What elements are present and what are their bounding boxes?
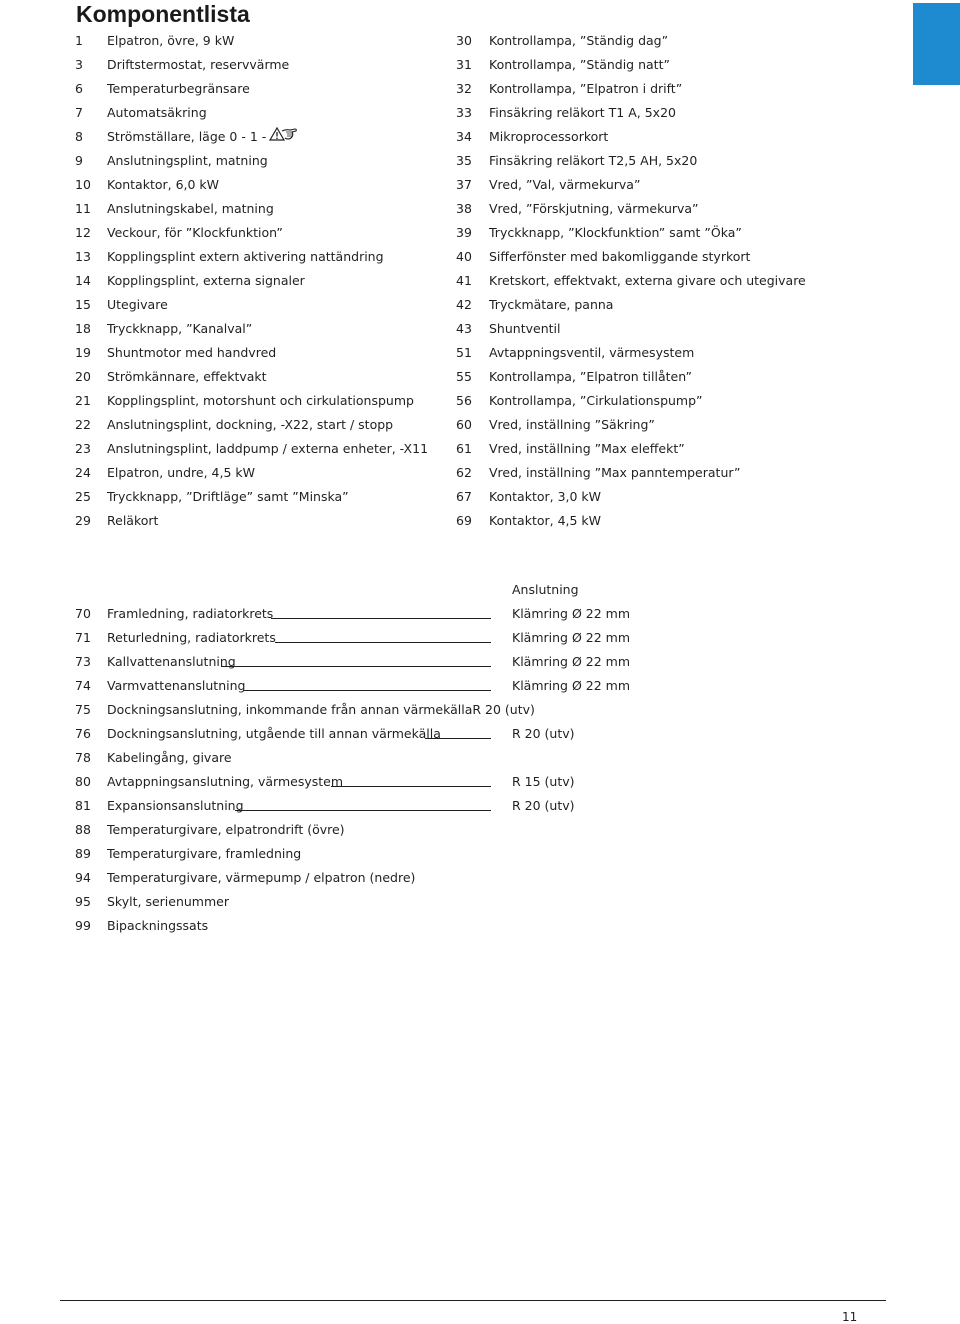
item-label <box>489 101 676 125</box>
item-label-text: Finsäkring reläkort T1 A, 5x20 <box>489 105 676 120</box>
warning-hand-icon <box>268 126 298 150</box>
item-label-text: Shuntventil <box>489 321 561 336</box>
item-number: 21 <box>75 393 91 408</box>
item-label-text: Anslutningsplint, laddpump / externa enheter, -X11 <box>107 441 429 456</box>
item-number: 40 <box>456 249 472 264</box>
item-number: 99 <box>75 918 91 933</box>
item-label-text: Kretskort, effektvakt, externa givare och utegivare <box>489 273 806 288</box>
connection-row <box>75 842 875 866</box>
item-label <box>107 125 298 150</box>
item-number: 73 <box>75 654 91 669</box>
item-label: Dockningsanslutning, utgående till annan värmekälla <box>107 726 441 741</box>
item-label-text: Vred, ”Förskjutning, värmekurva” <box>489 201 699 216</box>
item-number: 15 <box>75 297 91 312</box>
item-number: 89 <box>75 846 91 861</box>
item-label-text: Tryckknapp, ”Kanalval” <box>107 321 253 336</box>
item-label <box>489 125 608 149</box>
item-label-text: Kontaktor, 6,0 kW <box>107 177 220 192</box>
item-label <box>489 77 682 101</box>
item-number: 1 <box>75 33 83 48</box>
item-label: Temperaturgivare, värmepump / elpatron (nedre) <box>107 870 416 885</box>
item-label <box>489 245 750 269</box>
item-number: 14 <box>75 273 91 288</box>
item-label <box>107 149 268 173</box>
item-label <box>107 197 274 221</box>
item-label-text: Strömställare, läge 0 - 1 - <box>107 129 267 144</box>
item-label-text: Kontrollampa, ”Ständig natt” <box>489 57 670 72</box>
item-number: 9 <box>75 153 83 168</box>
item-label-text: Kontaktor, 3,0 kW <box>489 489 602 504</box>
item-label <box>107 461 255 485</box>
item-label <box>489 221 742 245</box>
item-number: 80 <box>75 774 91 789</box>
item-number: 95 <box>75 894 91 909</box>
item-number: 60 <box>456 417 472 432</box>
item-label <box>489 53 670 77</box>
item-label-text: Vred, inställning ”Säkring” <box>489 417 655 432</box>
item-label-text: Driftstermostat, reservvärme <box>107 57 290 72</box>
item-label: Bipackningssats <box>107 918 209 933</box>
item-label-text: Strömkännare, effektvakt <box>107 369 267 384</box>
page-title: Komponentlista <box>76 1 250 27</box>
item-label <box>107 365 267 389</box>
connection-size: R 20 (utv) <box>512 798 575 813</box>
item-label <box>107 29 234 53</box>
item-number: 74 <box>75 678 91 693</box>
connection-row <box>75 674 875 698</box>
connection-size: Klämring Ø 22 mm <box>512 678 630 693</box>
item-label <box>489 317 560 341</box>
item-label-text: Sifferfönster med bakomliggande styrkort <box>489 249 751 264</box>
item-label <box>107 509 158 533</box>
item-number: 13 <box>75 249 91 264</box>
item-label-text: Vred, inställning ”Max eleffekt” <box>489 441 685 456</box>
item-number: 76 <box>75 726 91 741</box>
item-number: 11 <box>75 201 91 216</box>
connection-size: Klämring Ø 22 mm <box>512 630 630 645</box>
item-number: 31 <box>456 57 472 72</box>
item-label <box>107 341 276 365</box>
connection-row <box>75 818 875 842</box>
item-label <box>107 53 289 77</box>
item-number: 55 <box>456 369 472 384</box>
item-label <box>489 509 601 533</box>
leader-line <box>235 810 491 811</box>
item-label-text: Avtappningsventil, värmesystem <box>489 345 695 360</box>
leader-line <box>221 666 491 667</box>
item-label <box>107 389 414 413</box>
item-label-text: Kontrollampa, ”Cirkulationspump” <box>489 393 703 408</box>
item-label-text: Kontrollampa, ”Elpatron i drift” <box>489 81 683 96</box>
item-number: 34 <box>456 129 472 144</box>
item-number: 22 <box>75 417 91 432</box>
connections-header: Anslutning <box>512 582 579 597</box>
item-label <box>107 221 283 245</box>
item-label-text: Vred, ”Val, värmekurva” <box>489 177 641 192</box>
item-number: 42 <box>456 297 472 312</box>
item-label-text: Anslutningsplint, matning <box>107 153 268 168</box>
item-number: 43 <box>456 321 472 336</box>
item-number: 30 <box>456 33 472 48</box>
item-number: 67 <box>456 489 472 504</box>
connection-row <box>75 890 875 914</box>
item-label-text: Reläkort <box>107 513 159 528</box>
item-label <box>107 77 250 101</box>
item-number: 41 <box>456 273 472 288</box>
item-label-text: Tryckknapp, ”Klockfunktion” samt ”Öka” <box>489 225 742 240</box>
item-number: 8 <box>75 129 83 144</box>
connection-row <box>75 746 875 770</box>
item-label <box>107 269 305 293</box>
connection-size: Klämring Ø 22 mm <box>512 654 630 669</box>
item-label <box>489 341 694 365</box>
item-label-text: Utegivare <box>107 297 168 312</box>
page-number: 11 <box>842 1310 858 1324</box>
item-number: 19 <box>75 345 91 360</box>
item-label-text: Anslutningsplint, dockning, -X22, start / stopp <box>107 417 394 432</box>
item-label-text: Kopplingsplint extern aktivering nattändring <box>107 249 384 264</box>
item-label-text: Temperaturbegränsare <box>107 81 250 96</box>
leader-line <box>331 786 491 787</box>
connection-row <box>75 650 875 674</box>
item-label <box>489 389 703 413</box>
item-label <box>107 245 384 269</box>
item-number: 94 <box>75 870 91 885</box>
item-label <box>107 413 393 437</box>
connection-row <box>75 866 875 890</box>
item-number: 62 <box>456 465 472 480</box>
item-number: 18 <box>75 321 91 336</box>
item-number: 7 <box>75 105 83 120</box>
item-label-text: Mikroprocessorkort <box>489 129 609 144</box>
item-label <box>489 269 806 293</box>
item-label: Framledning, radiatorkrets <box>107 606 274 621</box>
connection-row <box>75 770 875 794</box>
item-label <box>489 149 697 173</box>
item-label: Skylt, serienummer <box>107 894 229 909</box>
item-label <box>107 317 252 341</box>
item-number: 23 <box>75 441 91 456</box>
item-number: 51 <box>456 345 472 360</box>
item-label <box>107 485 349 509</box>
item-number: 24 <box>75 465 91 480</box>
item-label <box>489 413 655 437</box>
item-number: 56 <box>456 393 472 408</box>
item-number: 75 <box>75 702 91 717</box>
item-label-text: Kopplingsplint, motorshunt och cirkulationspump <box>107 393 414 408</box>
item-label <box>107 293 168 317</box>
connection-row <box>75 794 875 818</box>
item-number: 70 <box>75 606 91 621</box>
item-label-text: Kontrollampa, ”Elpatron tillåten” <box>489 369 692 384</box>
item-label <box>107 437 428 461</box>
connection-row <box>75 722 875 746</box>
item-label <box>489 29 668 53</box>
item-number: 78 <box>75 750 91 765</box>
item-label-text: Kopplingsplint, externa signaler <box>107 273 305 288</box>
leader-line <box>243 690 491 691</box>
item-label: Kabelingång, givare <box>107 750 232 765</box>
item-label-text: Elpatron, övre, 9 kW <box>107 33 235 48</box>
item-label-text: Anslutningskabel, matning <box>107 201 274 216</box>
section-tab-marker <box>913 3 960 85</box>
item-label: Avtappningsanslutning, värmesystem <box>107 774 344 789</box>
item-label <box>489 173 640 197</box>
item-number: 39 <box>456 225 472 240</box>
item-label <box>489 461 741 485</box>
item-label: Varmvattenanslutning <box>107 678 246 693</box>
footer-divider <box>60 1300 886 1301</box>
item-label-text: Kontrollampa, ”Ständig dag” <box>489 33 669 48</box>
item-number: 6 <box>75 81 83 96</box>
leader-line <box>425 738 491 739</box>
item-number: 61 <box>456 441 472 456</box>
connection-size: Klämring Ø 22 mm <box>512 606 630 621</box>
item-number: 38 <box>456 201 472 216</box>
item-number: 71 <box>75 630 91 645</box>
item-label: Returledning, radiatorkrets <box>107 630 276 645</box>
item-number: 10 <box>75 177 91 192</box>
item-number: 88 <box>75 822 91 837</box>
item-label-text: Automatsäkring <box>107 105 207 120</box>
item-label: Kallvattenanslutning <box>107 654 236 669</box>
item-label <box>489 197 699 221</box>
item-label-text: Tryckknapp, ”Driftläge” samt ”Minska” <box>107 489 349 504</box>
connection-size: R 20 (utv) <box>512 726 575 741</box>
item-number: 35 <box>456 153 472 168</box>
item-number: 29 <box>75 513 91 528</box>
item-number: 69 <box>456 513 472 528</box>
connection-size: R 15 (utv) <box>512 774 575 789</box>
item-label <box>489 293 613 317</box>
item-number: 3 <box>75 57 83 72</box>
connection-row <box>75 698 875 722</box>
item-label-text: Tryckmätare, panna <box>489 297 614 312</box>
item-label <box>489 485 601 509</box>
item-label-text: Elpatron, undre, 4,5 kW <box>107 465 255 480</box>
item-label-text: Shuntmotor med handvred <box>107 345 277 360</box>
item-number: 81 <box>75 798 91 813</box>
connection-row <box>75 602 875 626</box>
item-label: Expansionsanslutning <box>107 798 244 813</box>
item-label-text: Kontaktor, 4,5 kW <box>489 513 602 528</box>
item-label: Dockningsanslutning, inkommande från annan värmekällaR 20 (utv) <box>107 702 535 717</box>
item-label <box>107 173 219 197</box>
item-label <box>489 437 685 461</box>
item-label-text: Finsäkring reläkort T2,5 AH, 5x20 <box>489 153 698 168</box>
item-label-text: Veckour, för ”Klockfunktion” <box>107 225 283 240</box>
connection-row <box>75 914 875 938</box>
item-number: 37 <box>456 177 472 192</box>
item-label <box>107 101 207 125</box>
leader-line <box>275 642 491 643</box>
item-number: 32 <box>456 81 472 96</box>
item-number: 12 <box>75 225 91 240</box>
item-label <box>489 365 692 389</box>
leader-line <box>271 618 491 619</box>
item-number: 33 <box>456 105 472 120</box>
item-number: 20 <box>75 369 91 384</box>
item-label: Temperaturgivare, framledning <box>107 846 302 861</box>
connection-row <box>75 626 875 650</box>
item-label: Temperaturgivare, elpatrondrift (övre) <box>107 822 345 837</box>
item-label-text: Vred, inställning ”Max panntemperatur” <box>489 465 741 480</box>
item-number: 25 <box>75 489 91 504</box>
